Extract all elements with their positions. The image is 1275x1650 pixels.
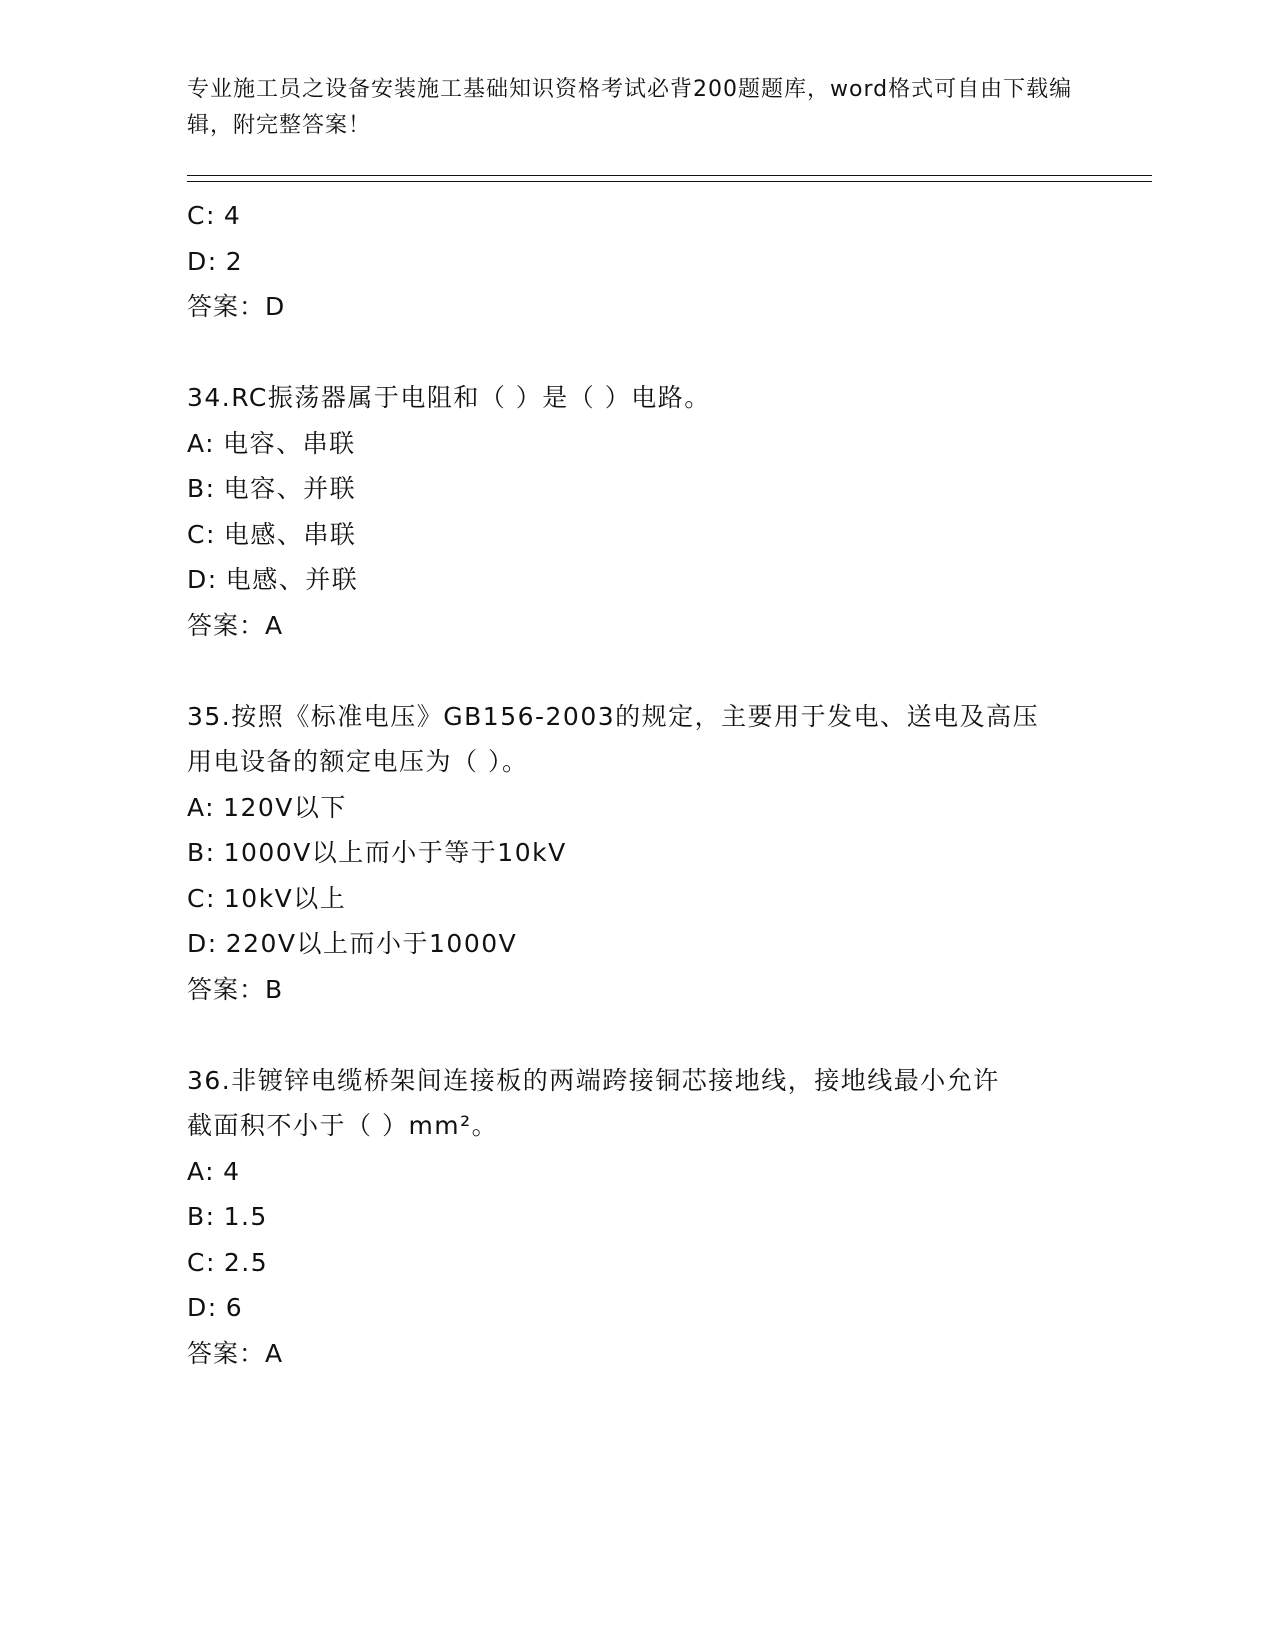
- document-header: 专业施工员之设备安装施工基础知识资格考试必背200题题库，word格式可自由下载编辑，附完整答案！: [187, 77, 1073, 138]
- option-label: B:: [187, 474, 216, 503]
- question-stem-continued: 截面积不小于（ ）mm²。: [187, 1111, 499, 1140]
- option-text: 1000V以上而小于等于10kV: [223, 838, 567, 867]
- option-row: [187, 512, 1087, 558]
- option-row: [187, 1240, 1087, 1286]
- option-label: C:: [187, 201, 216, 230]
- question-stem: 34.RC振荡器属于电阻和（ ）是（ ）电路。: [187, 383, 711, 412]
- option-label: B:: [187, 1202, 216, 1231]
- option-label: A:: [187, 428, 216, 458]
- question-stem: 36.非镀锌电缆桥架间连接板的两端跨接铜芯接地线，接地线最小允许: [187, 1065, 1000, 1095]
- option-text: 电容、并联: [223, 474, 357, 503]
- option-label: A:: [187, 792, 216, 822]
- option-label: B:: [187, 838, 216, 867]
- option-label: A:: [187, 1156, 216, 1186]
- option-text: 电容、串联: [223, 428, 356, 458]
- option-row: [187, 421, 1087, 467]
- answer-line: 答案：A: [187, 610, 284, 640]
- option-row: [187, 239, 1087, 285]
- option-label: D:: [187, 565, 218, 594]
- option-row: [187, 466, 1087, 512]
- option-row: [187, 1194, 1087, 1240]
- option-label: C:: [187, 1247, 216, 1277]
- question-list: [187, 193, 1087, 1376]
- option-row: [187, 193, 1087, 239]
- option-row: [187, 921, 1087, 967]
- option-label: C:: [187, 519, 216, 549]
- option-text: 1.5: [223, 1202, 268, 1231]
- option-row: [187, 785, 1087, 831]
- option-text: 120V以下: [223, 792, 347, 822]
- option-label: D:: [187, 246, 218, 276]
- answer-line: 答案：B: [187, 974, 284, 1004]
- answer-line: 答案：D: [187, 292, 286, 321]
- option-label: C:: [187, 883, 216, 913]
- option-text: 220V以上而小于1000V: [225, 929, 518, 958]
- option-row: [187, 557, 1087, 603]
- option-text: 6: [225, 1293, 244, 1322]
- option-row: [187, 1149, 1087, 1195]
- option-text: 2.5: [223, 1247, 269, 1277]
- question-stem: 35.按照《标准电压》GB156-2003的规定，主要用于发电、送电及高压: [187, 701, 1040, 731]
- option-text: 4: [223, 201, 242, 230]
- option-row: [187, 1285, 1087, 1331]
- option-text: 电感、串联: [223, 519, 357, 549]
- option-text: 4: [223, 1156, 241, 1186]
- option-text: 10kV以上: [223, 883, 347, 913]
- answer-line: 答案：A: [187, 1338, 284, 1368]
- option-row: [187, 830, 1087, 876]
- option-text: 电感、并联: [225, 565, 359, 594]
- option-label: D:: [187, 1293, 218, 1322]
- option-row: [187, 876, 1087, 922]
- option-label: D:: [187, 929, 218, 958]
- option-text: 2: [225, 246, 244, 276]
- header-divider-bottom: [187, 181, 1152, 182]
- question-stem-continued: 用电设备的额定电压为（ ）。: [187, 747, 529, 776]
- header-divider-top: [187, 175, 1152, 176]
